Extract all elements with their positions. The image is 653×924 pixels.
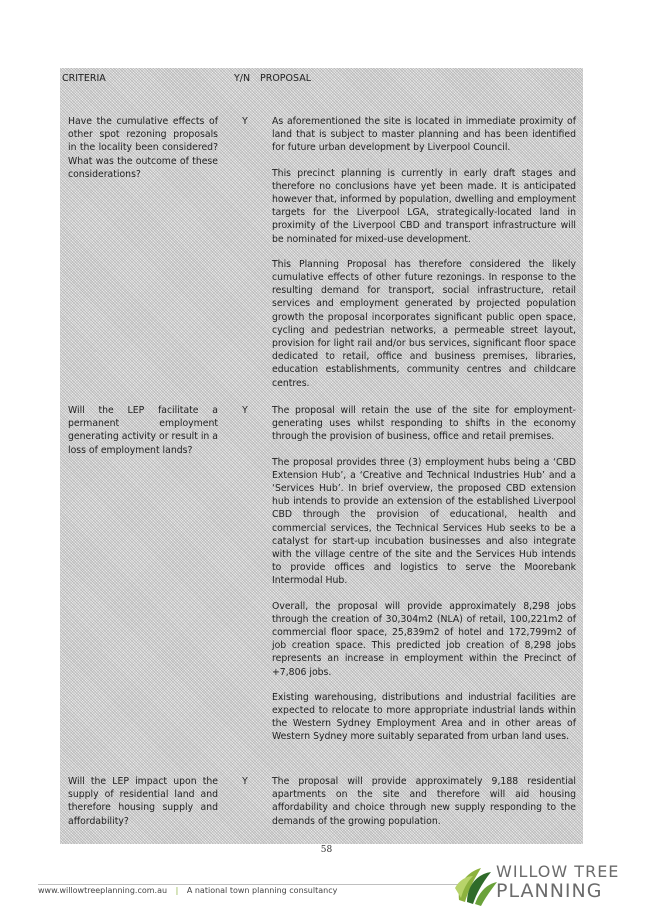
page-number: 58 [320, 845, 333, 855]
row-2-criteria-text: Will the LEP facilitate a permanent employment generating activity or result in a loss of employment lands? [68, 405, 218, 456]
logo-line-1: WILLOW TREE [496, 862, 620, 881]
row-1-criteria [68, 115, 218, 181]
footer-divider [38, 884, 458, 885]
row-3-criteria-text: Will the LEP impact upon the supply of residential land and therefore housing supply and affordability? [68, 776, 218, 827]
row-2-criteria [68, 404, 218, 457]
footer-url[interactable]: www.willowtreeplanning.com.au [38, 886, 168, 895]
row-1-paragraph-3: This Planning Proposal has therefore considered the likely cumulative effects of other future rezonings. In response to the resulting demand for transport, social infrastructure, retail services and employment generated by projected population growth the proposal incorporates significant public open space, cycling and pedestrian networks, a permeable street layout, provision for light rail and/or bus services, significant floor space dedicated to retail, office and business premises, libraries, education establishments, community centres and childcare centres. [272, 258, 576, 389]
row-3-criteria [68, 775, 218, 828]
row-2-paragraph-3: Overall, the proposal will provide approximately 8,298 jobs through the creation of 30,304m2 (NLA) of retail, 100,221m2 of commercial floor space, 25,839m2 of hotel and 172,799m2 of job creation space. This predicted job creation of 8,298 jobs represents an increase in employment within the Precinct of +7,806 jobs. [272, 600, 576, 678]
table-header [60, 68, 583, 94]
leaf-mark-icon [455, 868, 497, 906]
footer-separator: | [175, 886, 179, 895]
row-3-yn: Y [242, 776, 248, 787]
footer [38, 886, 337, 895]
row-2-paragraph-2: The proposal provides three (3) employment hubs being a ‘CBD Extension Hub’, a ‘Creative and Technical Industries Hub’ and a ‘Services Hub’. In brief overview, the proposed CBD extension hub intends to provide an extension of the established Liverpool CBD through the provision of educational, health and commercial services, the Technical Services Hub seeks to be a catalyst for start-up incubation businesses and also integrate with the village centre of the site and the Services Hub intends to provide offices and logistics to serve the Moorebank Intermodal Hub. [272, 456, 576, 587]
footer-tagline: A national town planning consultancy [186, 886, 338, 895]
row-2-proposal [272, 404, 576, 756]
row-1-yn: Y [242, 116, 248, 127]
criteria-table [60, 68, 583, 844]
row-1-proposal [272, 115, 576, 402]
header-proposal: PROPOSAL [260, 73, 312, 84]
row-2-paragraph-1: The proposal will retain the use of the site for employment-generating uses whilst responding to shifts in the economy through the provision of business, office and retail premises. [272, 405, 576, 443]
row-1-criteria-text: Have the cumulative effects of other spot rezoning proposals in the locality been considered? What was the outcome of these considerations? [68, 116, 218, 180]
logo-line-2: PLANNING [496, 880, 603, 902]
row-1-paragraph-1: As aforementioned the site is located in immediate proximity of land that is subject to master planning and has been identified for future urban development by Liverpool Council. [272, 116, 576, 154]
row-3-paragraph-1: The proposal will provide approximately 9,188 residential apartments on the site and therefore will aid housing affordability and choice through new supply responding to the demands of the growing population. [272, 776, 576, 827]
row-2-yn: Y [242, 405, 248, 416]
row-3-proposal [272, 775, 576, 840]
row-1-paragraph-2: This precinct planning is currently in early draft stages and therefore no conclusions have yet been made. It is anticipated however that, informed by population, dwelling and employment targets for the Liverpool LGA, strategically-located land in proximity of the Liverpool CBD and transport infrastructure will be nominated for mixed-use development. [272, 167, 576, 245]
row-2-paragraph-4: Existing warehousing, distributions and industrial facilities are expected to relocate to more appropriate industrial lands within the Western Sydney Employment Area and in other areas of Western Sydney more suitably separated from urban land uses. [272, 691, 576, 743]
header-criteria: CRITERIA [62, 73, 106, 84]
header-yn: Y/N [234, 73, 251, 84]
